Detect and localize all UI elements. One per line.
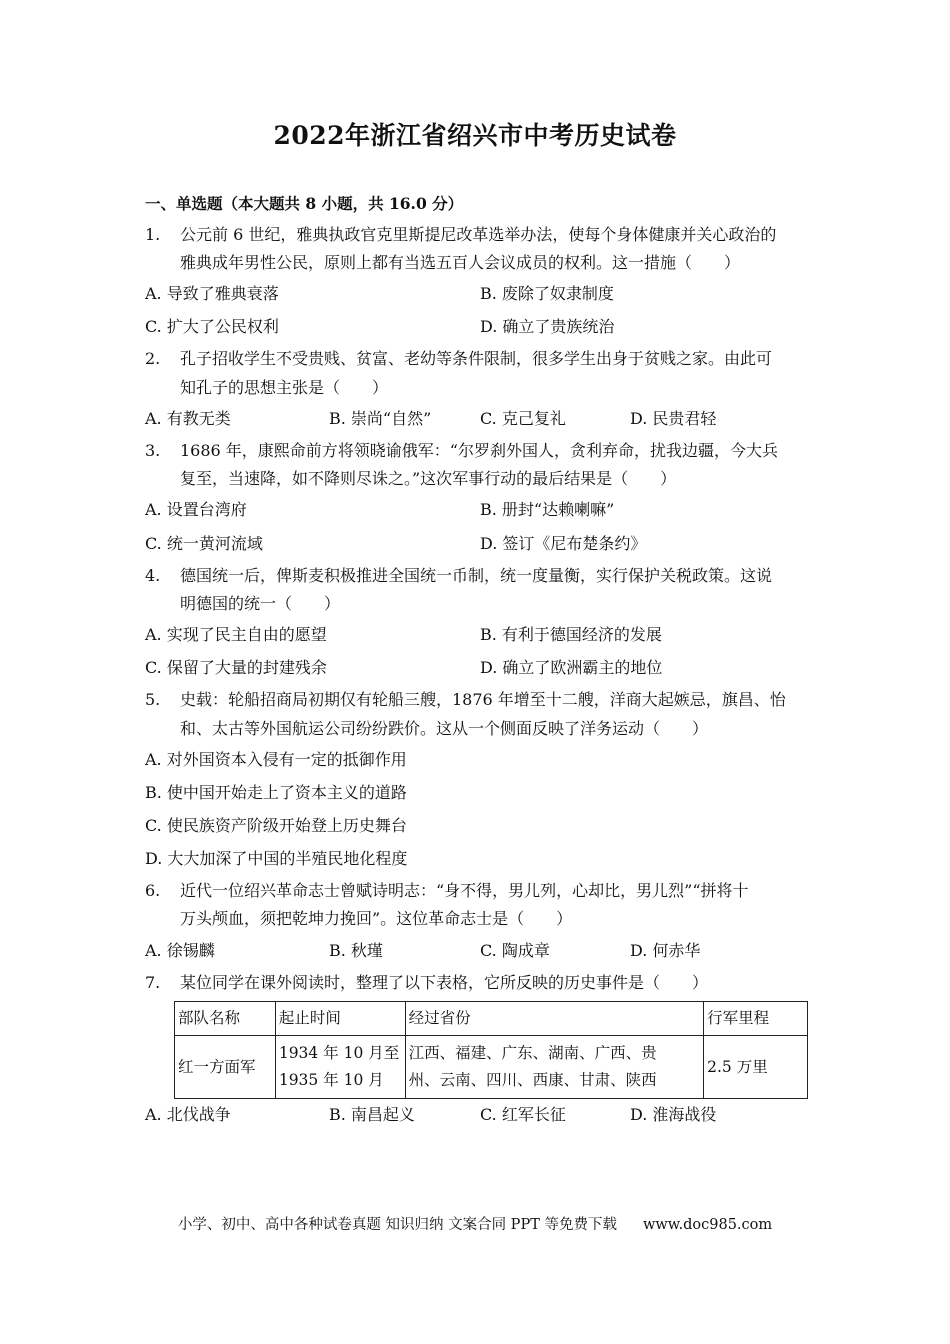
table-header-cell: 经过省份: [405, 1002, 703, 1036]
option-d: D. 大大加深了中国的半殖民地化程度: [145, 849, 408, 868]
footer-text: 小学、初中、高中各种试卷真题 知识归纳 文案合同 PPT 等免费下载: [177, 1217, 617, 1233]
data-table: [174, 1001, 808, 1099]
table-header-cell: 起止时间: [275, 1002, 405, 1036]
question-text: 雅典成年男性公民，原则上都有当选五百人会议成员的权利。这一措施（ ）: [180, 253, 741, 272]
footer-link[interactable]: www.doc985.com: [642, 1217, 773, 1233]
question-text: 明德国的统一（ ）: [180, 594, 341, 613]
option-c: C. 保留了大量的封建残余: [145, 658, 327, 677]
time-line: 1935 年 10 月: [278, 1071, 384, 1089]
table-header-cell: 行军里程: [704, 1002, 808, 1036]
question-number: 6.: [145, 881, 161, 900]
table-cell-distance: 2.5 万里: [704, 1036, 808, 1099]
option-d: D. 确立了贵族统治: [480, 317, 615, 336]
section-heading: 一、单选题（本大题共 8 小题，共 16.0 分）: [145, 194, 464, 213]
question-text: 某位同学在课外阅读时，整理了以下表格，它所反映的历史事件是（ ）: [180, 973, 709, 992]
option-b: B. 废除了奴隶制度: [480, 284, 614, 303]
question-text: 公元前 6 世纪，雅典执政官克里斯提尼改革选举办法，使每个身体健康并关心政治的: [180, 225, 777, 244]
option-a: A. 北伐战争: [145, 1105, 231, 1124]
table-cell-time: [275, 1036, 405, 1099]
option-d: D. 确立了欧洲霸主的地位: [480, 658, 663, 677]
option-a: A. 有教无类: [145, 409, 231, 428]
option-c: C. 使民族资产阶级开始登上历史舞台: [145, 816, 407, 835]
option-a: A. 设置台湾府: [145, 500, 247, 519]
option-d: D. 签订《尼布楚条约》: [480, 534, 647, 553]
option-d: D. 民贵君轻: [630, 409, 717, 428]
question-text: 和、太古等外国航运公司纷纷跌价。这从一个侧面反映了洋务运动（ ）: [180, 719, 709, 738]
table-row: [175, 1036, 808, 1099]
option-b: B. 册封“达赖喇嘛”: [480, 500, 615, 519]
table-header-row: [175, 1002, 808, 1036]
question-text: 万头颅血，须把乾坤力挽回”。这位革命志士是（ ）: [180, 909, 573, 928]
table-cell-provinces: [405, 1036, 703, 1099]
question-text: 1686 年，康熙命前方将领晓谕俄军：“尔罗刹外国人，贪利弃命，扰我边疆，今大兵: [180, 441, 778, 460]
option-d: D. 淮海战役: [630, 1105, 717, 1124]
option-c: C. 克己复礼: [480, 409, 566, 428]
option-b: B. 南昌起义: [329, 1105, 415, 1124]
question-text: 德国统一后，俾斯麦积极推进全国统一币制，统一度量衡，实行保护关税政策。这说: [180, 566, 773, 585]
question-number: 1.: [145, 225, 161, 244]
provinces-line: 州、云南、四川、西康、甘肃、陕西: [408, 1071, 657, 1089]
question-text: 史载：轮船招商局初期仅有轮船三艘，1876 年增至十二艘，洋商大起嫉忌，旗昌、怡: [180, 690, 786, 709]
option-b: B. 崇尚“自然”: [329, 409, 432, 428]
option-b: B. 秋瑾: [329, 941, 383, 960]
table-cell-unit: 红一方面军: [175, 1036, 276, 1099]
question-number: 5.: [145, 690, 161, 709]
provinces-line: 江西、福建、广东、湖南、广西、贵: [408, 1044, 657, 1062]
option-a: A. 徐锡麟: [145, 941, 215, 960]
question-text: 复至，当速降，如不降则尽诛之。”这次军事行动的最后结果是（ ）: [180, 469, 677, 488]
question-number: 3.: [145, 441, 161, 460]
question-number: 7.: [145, 973, 161, 992]
question-text: 近代一位绍兴革命志士曾赋诗明志：“身不得，男儿列，心却比，男儿烈”“拼将十: [180, 881, 749, 900]
question-text: 孔子招收学生不受贵贱、贫富、老幼等条件限制，很多学生出身于贫贱之家。由此可: [180, 349, 773, 368]
question-number: 2.: [145, 349, 161, 368]
option-c: C. 红军长征: [480, 1105, 566, 1124]
option-c: C. 统一黄河流域: [145, 534, 263, 553]
option-a: A. 对外国资本入侵有一定的抵御作用: [145, 750, 407, 769]
option-b: B. 使中国开始走上了资本主义的道路: [145, 783, 407, 802]
table-header-cell: 部队名称: [175, 1002, 276, 1036]
page-title: 2022年浙江省绍兴市中考历史试卷: [273, 121, 677, 150]
question-text: 知孔子的思想主张是（ ）: [180, 378, 389, 397]
footer: [0, 1213, 950, 1234]
option-a: A. 导致了雅典衰落: [145, 284, 279, 303]
option-c: C. 扩大了公民权利: [145, 317, 279, 336]
option-b: B. 有利于德国经济的发展: [480, 625, 662, 644]
option-d: D. 何赤华: [630, 941, 701, 960]
option-c: C. 陶成章: [480, 941, 550, 960]
time-line: 1934 年 10 月至: [278, 1044, 400, 1062]
option-a: A. 实现了民主自由的愿望: [145, 625, 327, 644]
question-number: 4.: [145, 566, 161, 585]
